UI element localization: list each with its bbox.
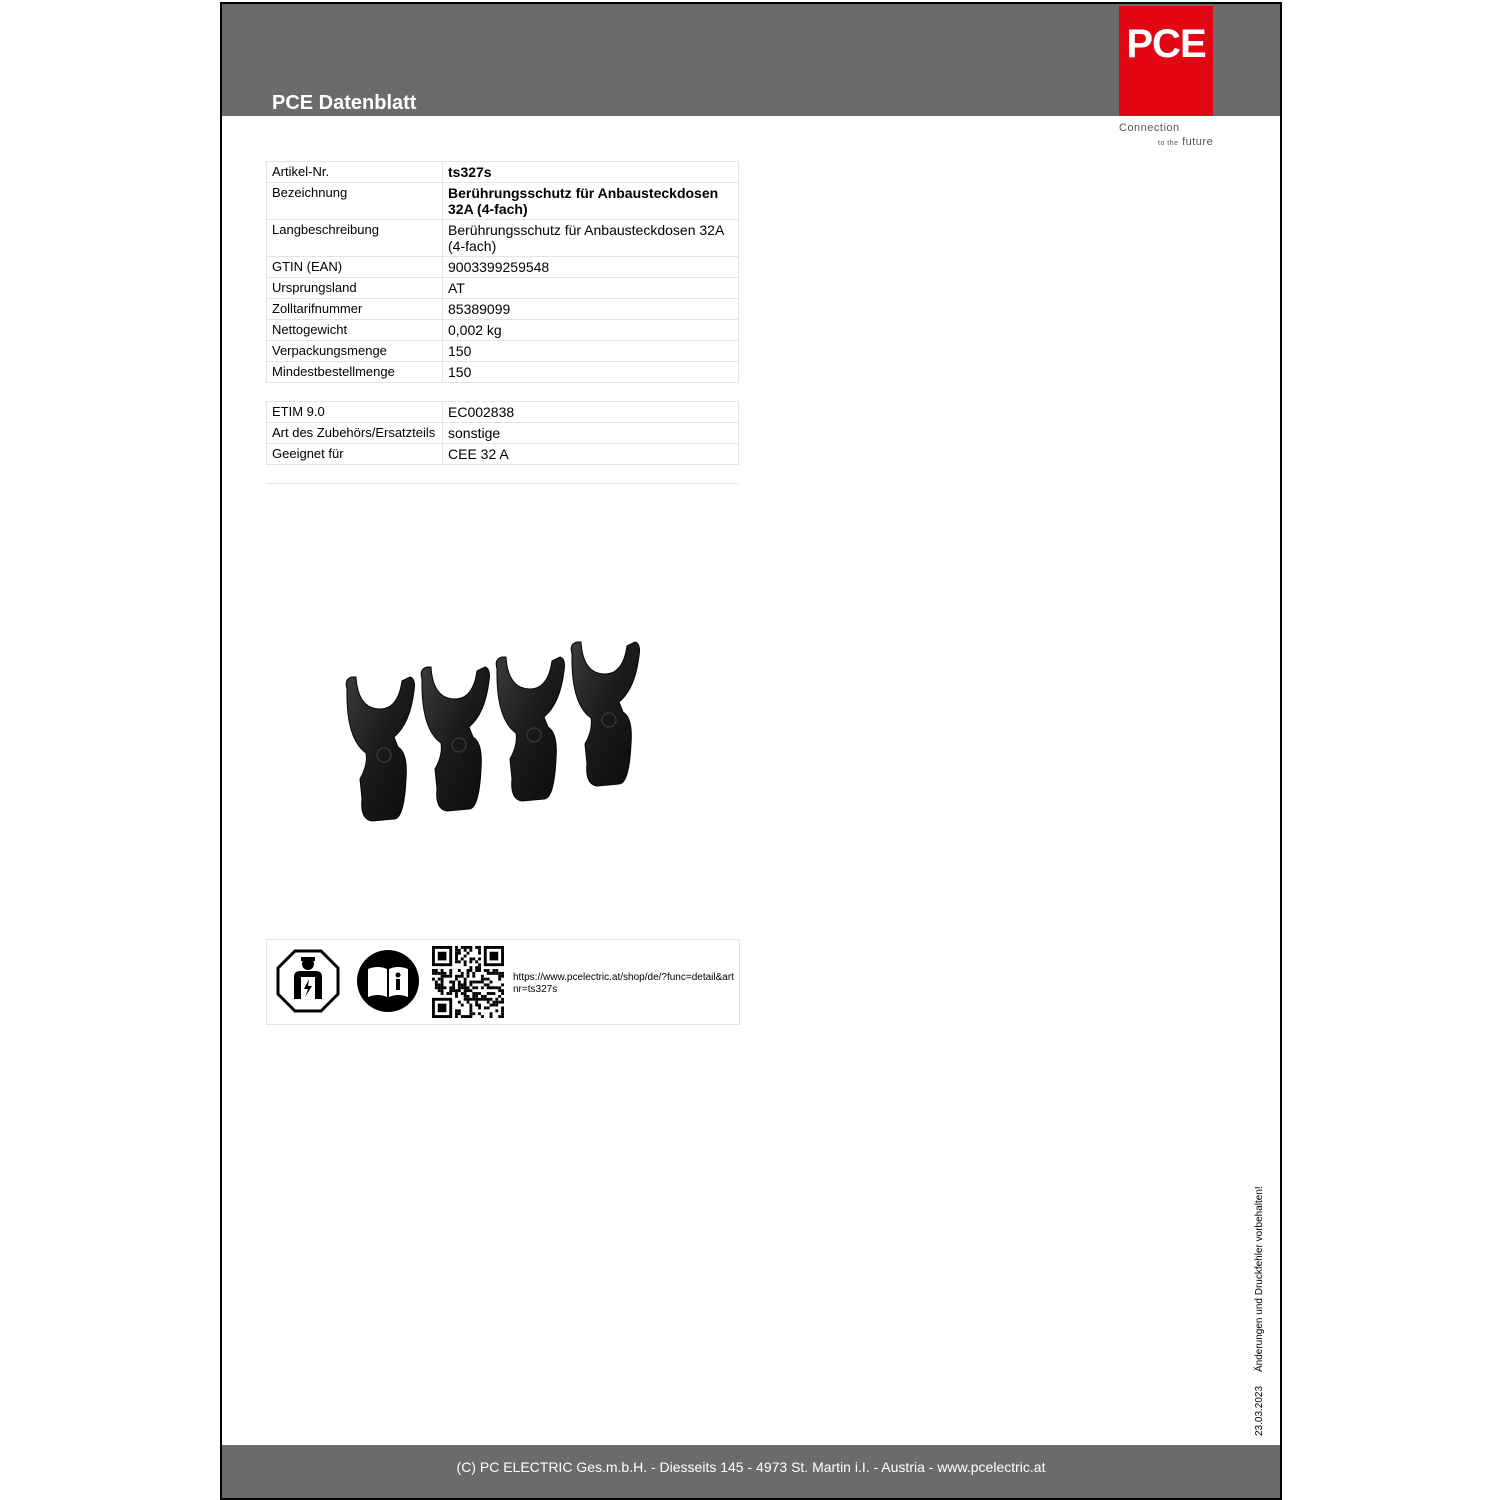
table-row — [267, 444, 739, 465]
table-row — [267, 278, 739, 299]
article-table — [266, 161, 739, 383]
row-value: ts327s — [443, 162, 739, 183]
clip-part — [571, 642, 639, 786]
row-value: AT — [443, 278, 739, 299]
row-label: Artikel-Nr. — [267, 162, 443, 183]
etim-table — [266, 401, 739, 465]
pce-logo — [1119, 6, 1213, 116]
electrician-icon — [276, 949, 340, 1013]
row-label: Mindestbestellmenge — [267, 362, 443, 383]
row-label: Langbeschreibung — [267, 220, 443, 257]
print-date: 23.03.2023 — [1254, 1385, 1265, 1436]
row-value: Berührungsschutz für Anbausteckdosen 32A (4-fach) — [443, 183, 739, 220]
clip-part — [346, 677, 414, 821]
row-label: Art des Zubehörs/Ersatzteils — [267, 423, 443, 444]
row-value: 150 — [443, 362, 739, 383]
row-label: Bezeichnung — [267, 183, 443, 220]
table-row — [267, 320, 739, 341]
tagline-future — [1158, 136, 1213, 148]
row-value: EC002838 — [443, 402, 739, 423]
divider — [266, 483, 739, 484]
row-label: Zolltarifnummer — [267, 299, 443, 320]
tagline-big: future — [1182, 136, 1214, 148]
logo-text: PCE — [1126, 22, 1206, 66]
row-value: 9003399259548 — [443, 257, 739, 278]
clip-part — [496, 657, 564, 801]
tagline-connection: Connection — [1119, 122, 1180, 134]
footer-text: (C) PC ELECTRIC Ges.m.b.H. - Diesseits 145 - 4973 St. Martin i.I. - Austria - www.pcelectric.at — [456, 1459, 1046, 1475]
table-row — [267, 423, 739, 444]
row-value: sonstige — [443, 423, 739, 444]
row-value: Berührungsschutz für Anbausteckdosen 32A (4-fach) — [443, 220, 739, 257]
row-label: Nettogewicht — [267, 320, 443, 341]
row-label: Verpackungsmenge — [267, 341, 443, 362]
header-bar — [222, 4, 1280, 116]
table-row — [267, 299, 739, 320]
row-label: ETIM 9.0 — [267, 402, 443, 423]
row-value: CEE 32 A — [443, 444, 739, 465]
manual-icon — [356, 949, 420, 1013]
info-box — [266, 939, 740, 1025]
table-row — [267, 362, 739, 383]
product-image — [332, 614, 652, 844]
disclaimer: Änderungen und Druckfehler vorbehalten! — [1254, 1186, 1265, 1372]
tagline-small: to the — [1158, 140, 1179, 147]
table-row — [267, 183, 739, 220]
product-url-link[interactable]: https://www.pcelectric.at/shop/de/?func=detail&artnr=ts327s — [513, 972, 734, 995]
row-value: 85389099 — [443, 299, 739, 320]
row-value: 150 — [443, 341, 739, 362]
page-title: PCE Datenblatt — [272, 92, 417, 114]
table-row — [267, 402, 739, 423]
clip-part — [421, 667, 489, 811]
qr-code — [432, 946, 504, 1018]
row-label: Geeignet für — [267, 444, 443, 465]
table-row — [267, 220, 739, 257]
datasheet-page — [220, 2, 1282, 1500]
row-label: Ursprungsland — [267, 278, 443, 299]
table-row — [267, 257, 739, 278]
table-row — [267, 162, 739, 183]
table-row — [267, 341, 739, 362]
row-value: 0,002 kg — [443, 320, 739, 341]
row-label: GTIN (EAN) — [267, 257, 443, 278]
footer-bar — [222, 1445, 1280, 1498]
